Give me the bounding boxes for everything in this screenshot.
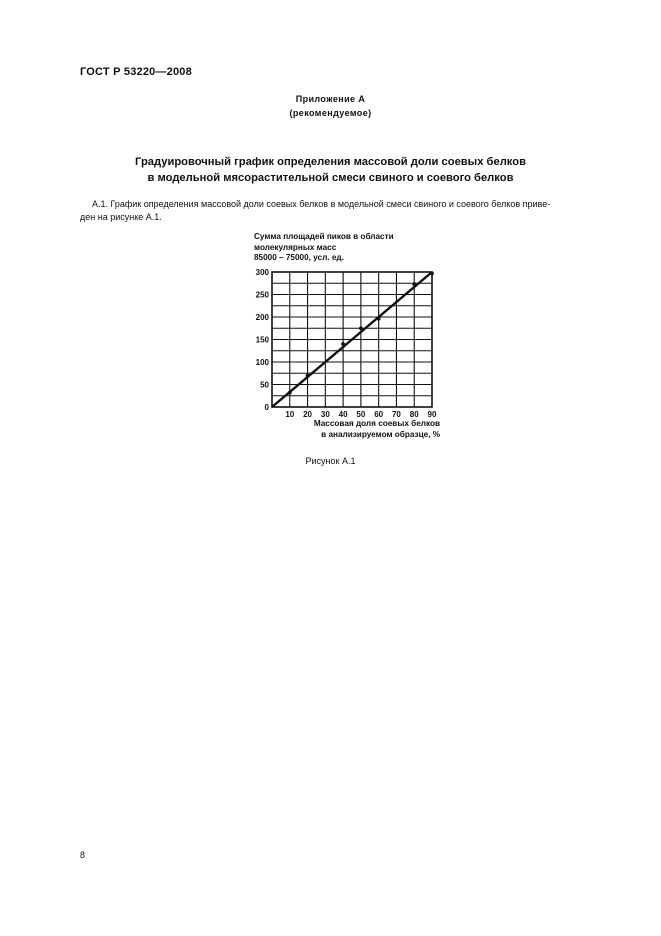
- y-tick-label: 300: [255, 268, 269, 277]
- x-tick-label: 40: [338, 410, 348, 419]
- x-tick-label: 70: [391, 410, 401, 419]
- x-tick-label: 30: [320, 410, 330, 419]
- x-tick-label: 50: [356, 410, 366, 419]
- y-tick-label: 200: [255, 313, 269, 322]
- annex-status: (рекомендуемое): [289, 108, 372, 118]
- standard-number: ГОСТ Р 53220—2008: [80, 66, 192, 78]
- y-tick-label: 100: [255, 358, 269, 367]
- x-axis-label-line-2: в анализируемом образце, %: [321, 429, 440, 439]
- calibration-chart: [250, 262, 450, 420]
- data-point: [288, 391, 292, 395]
- x-axis-label: [276, 419, 440, 440]
- heading-line-2: в модельной мясорастительной смеси свиного и соевого белков: [147, 172, 514, 184]
- data-point: [306, 374, 310, 378]
- y-tick-label: 150: [255, 335, 269, 345]
- x-tick-label: 80: [409, 410, 419, 419]
- data-point: [341, 342, 345, 346]
- data-point: [430, 271, 434, 275]
- y-axis-label-line-3: 85000 – 75000, усл. ед.: [254, 253, 344, 262]
- y-axis-label-line-2: молекулярных масс: [254, 242, 337, 252]
- y-tick-label: 250: [255, 290, 269, 300]
- x-tick-label: 60: [374, 410, 384, 419]
- x-tick-label: 90: [427, 410, 437, 419]
- paragraph-line-1: А.1. График определения массовой доли соевых белков в модельной смеси свиного и соевого белков приве-: [92, 199, 551, 209]
- paragraph-line-2: ден на рисунке А.1.: [80, 212, 162, 222]
- heading-line-1: Градуировочный график определения массовой доли соевых белков: [135, 156, 526, 168]
- figure-caption: Рисунок А.1: [305, 456, 356, 466]
- x-axis-label-line-1: Массовая доля соевых белков: [313, 419, 440, 428]
- x-tick-label: 10: [285, 410, 295, 419]
- y-axis-label-line-1: Сумма площадей пиков в области: [254, 232, 394, 241]
- x-tick-label: 20: [303, 410, 313, 419]
- annex-title: Приложение А: [295, 94, 366, 104]
- data-point: [377, 317, 381, 321]
- page-number: 8: [80, 850, 86, 860]
- y-axis-label: [254, 232, 444, 264]
- origin-label: 0: [264, 403, 269, 412]
- data-point: [412, 282, 416, 286]
- paragraph: [80, 198, 605, 224]
- data-point: [359, 326, 363, 330]
- y-tick-label: 50: [260, 380, 269, 390]
